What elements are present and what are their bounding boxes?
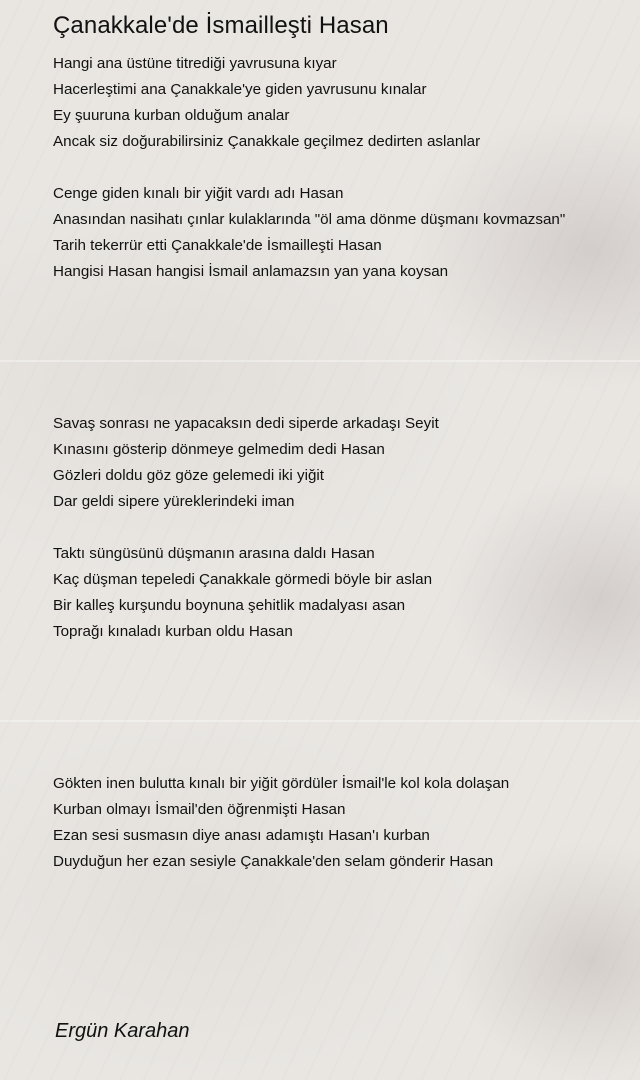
- stanza-5: [53, 771, 509, 875]
- texture-band: [0, 360, 640, 362]
- poem-line: Kaç düşman tepeledi Çanakkale görmedi böyle bir aslan: [53, 571, 433, 588]
- poem-line: Hangisi Hasan hangisi İsmail anlamazsın yan yana koysan: [53, 263, 449, 280]
- poem-line: Taktı süngüsünü düşmanın arasına daldı Hasan: [53, 545, 375, 562]
- poem-author: Ergün Karahan: [55, 1020, 190, 1042]
- poem-line: Kınasını gösterip dönmeye gelmedim dedi Hasan: [53, 441, 385, 458]
- poem-line: Tarih tekerrür etti Çanakkale'de İsmailleşti Hasan: [53, 237, 382, 254]
- poem-line: Ey şuuruna kurban olduğum analar: [53, 107, 290, 124]
- texture-band: [0, 720, 640, 722]
- poem-line: Duyduğun her ezan sesiyle Çanakkale'den selam gönderir Hasan: [53, 853, 494, 870]
- poem-line: Dar geldi sipere yüreklerindeki iman: [53, 493, 295, 510]
- poem-line: Toprağı kınaladı kurban oldu Hasan: [53, 623, 293, 640]
- poem-title: Çanakkale'de İsmailleşti Hasan: [53, 12, 389, 39]
- poem-line: Cenge giden kınalı bir yiğit vardı adı Hasan: [53, 185, 344, 202]
- poem-line: Kurban olmayı İsmail'den öğrenmişti Hasan: [53, 801, 346, 818]
- stanza-4: [53, 541, 432, 645]
- poem-line: Hangi ana üstüne titrediği yavrusuna kıyar: [53, 55, 337, 72]
- stanza-3: [53, 411, 439, 515]
- poem-line: Ancak siz doğurabilirsiniz Çanakkale geçilmez dedirten aslanlar: [53, 133, 481, 150]
- poem-line: Hacerleştimi ana Çanakkale'ye giden yavrusunu kınalar: [53, 81, 427, 98]
- poem-line: Savaş sonrası ne yapacaksın dedi siperde arkadaşı Seyit: [53, 415, 439, 432]
- poem-line: Anasından nasihatı çınlar kulaklarında "öl ama dönme düşmanı kovmazsan": [53, 211, 566, 228]
- poem-line: Gözleri doldu göz göze gelemedi iki yiğit: [53, 467, 324, 484]
- poem-line: Ezan sesi susmasın diye anası adamıştı Hasan'ı kurban: [53, 827, 430, 844]
- stanza-1: [53, 51, 480, 155]
- stanza-2: [53, 181, 565, 285]
- poem-line: Bir kalleş kurşundu boynuna şehitlik madalyası asan: [53, 597, 406, 614]
- poem-line: Gökten inen bulutta kınalı bir yiğit gördüler İsmail'le kol kola dolaşan: [53, 775, 510, 792]
